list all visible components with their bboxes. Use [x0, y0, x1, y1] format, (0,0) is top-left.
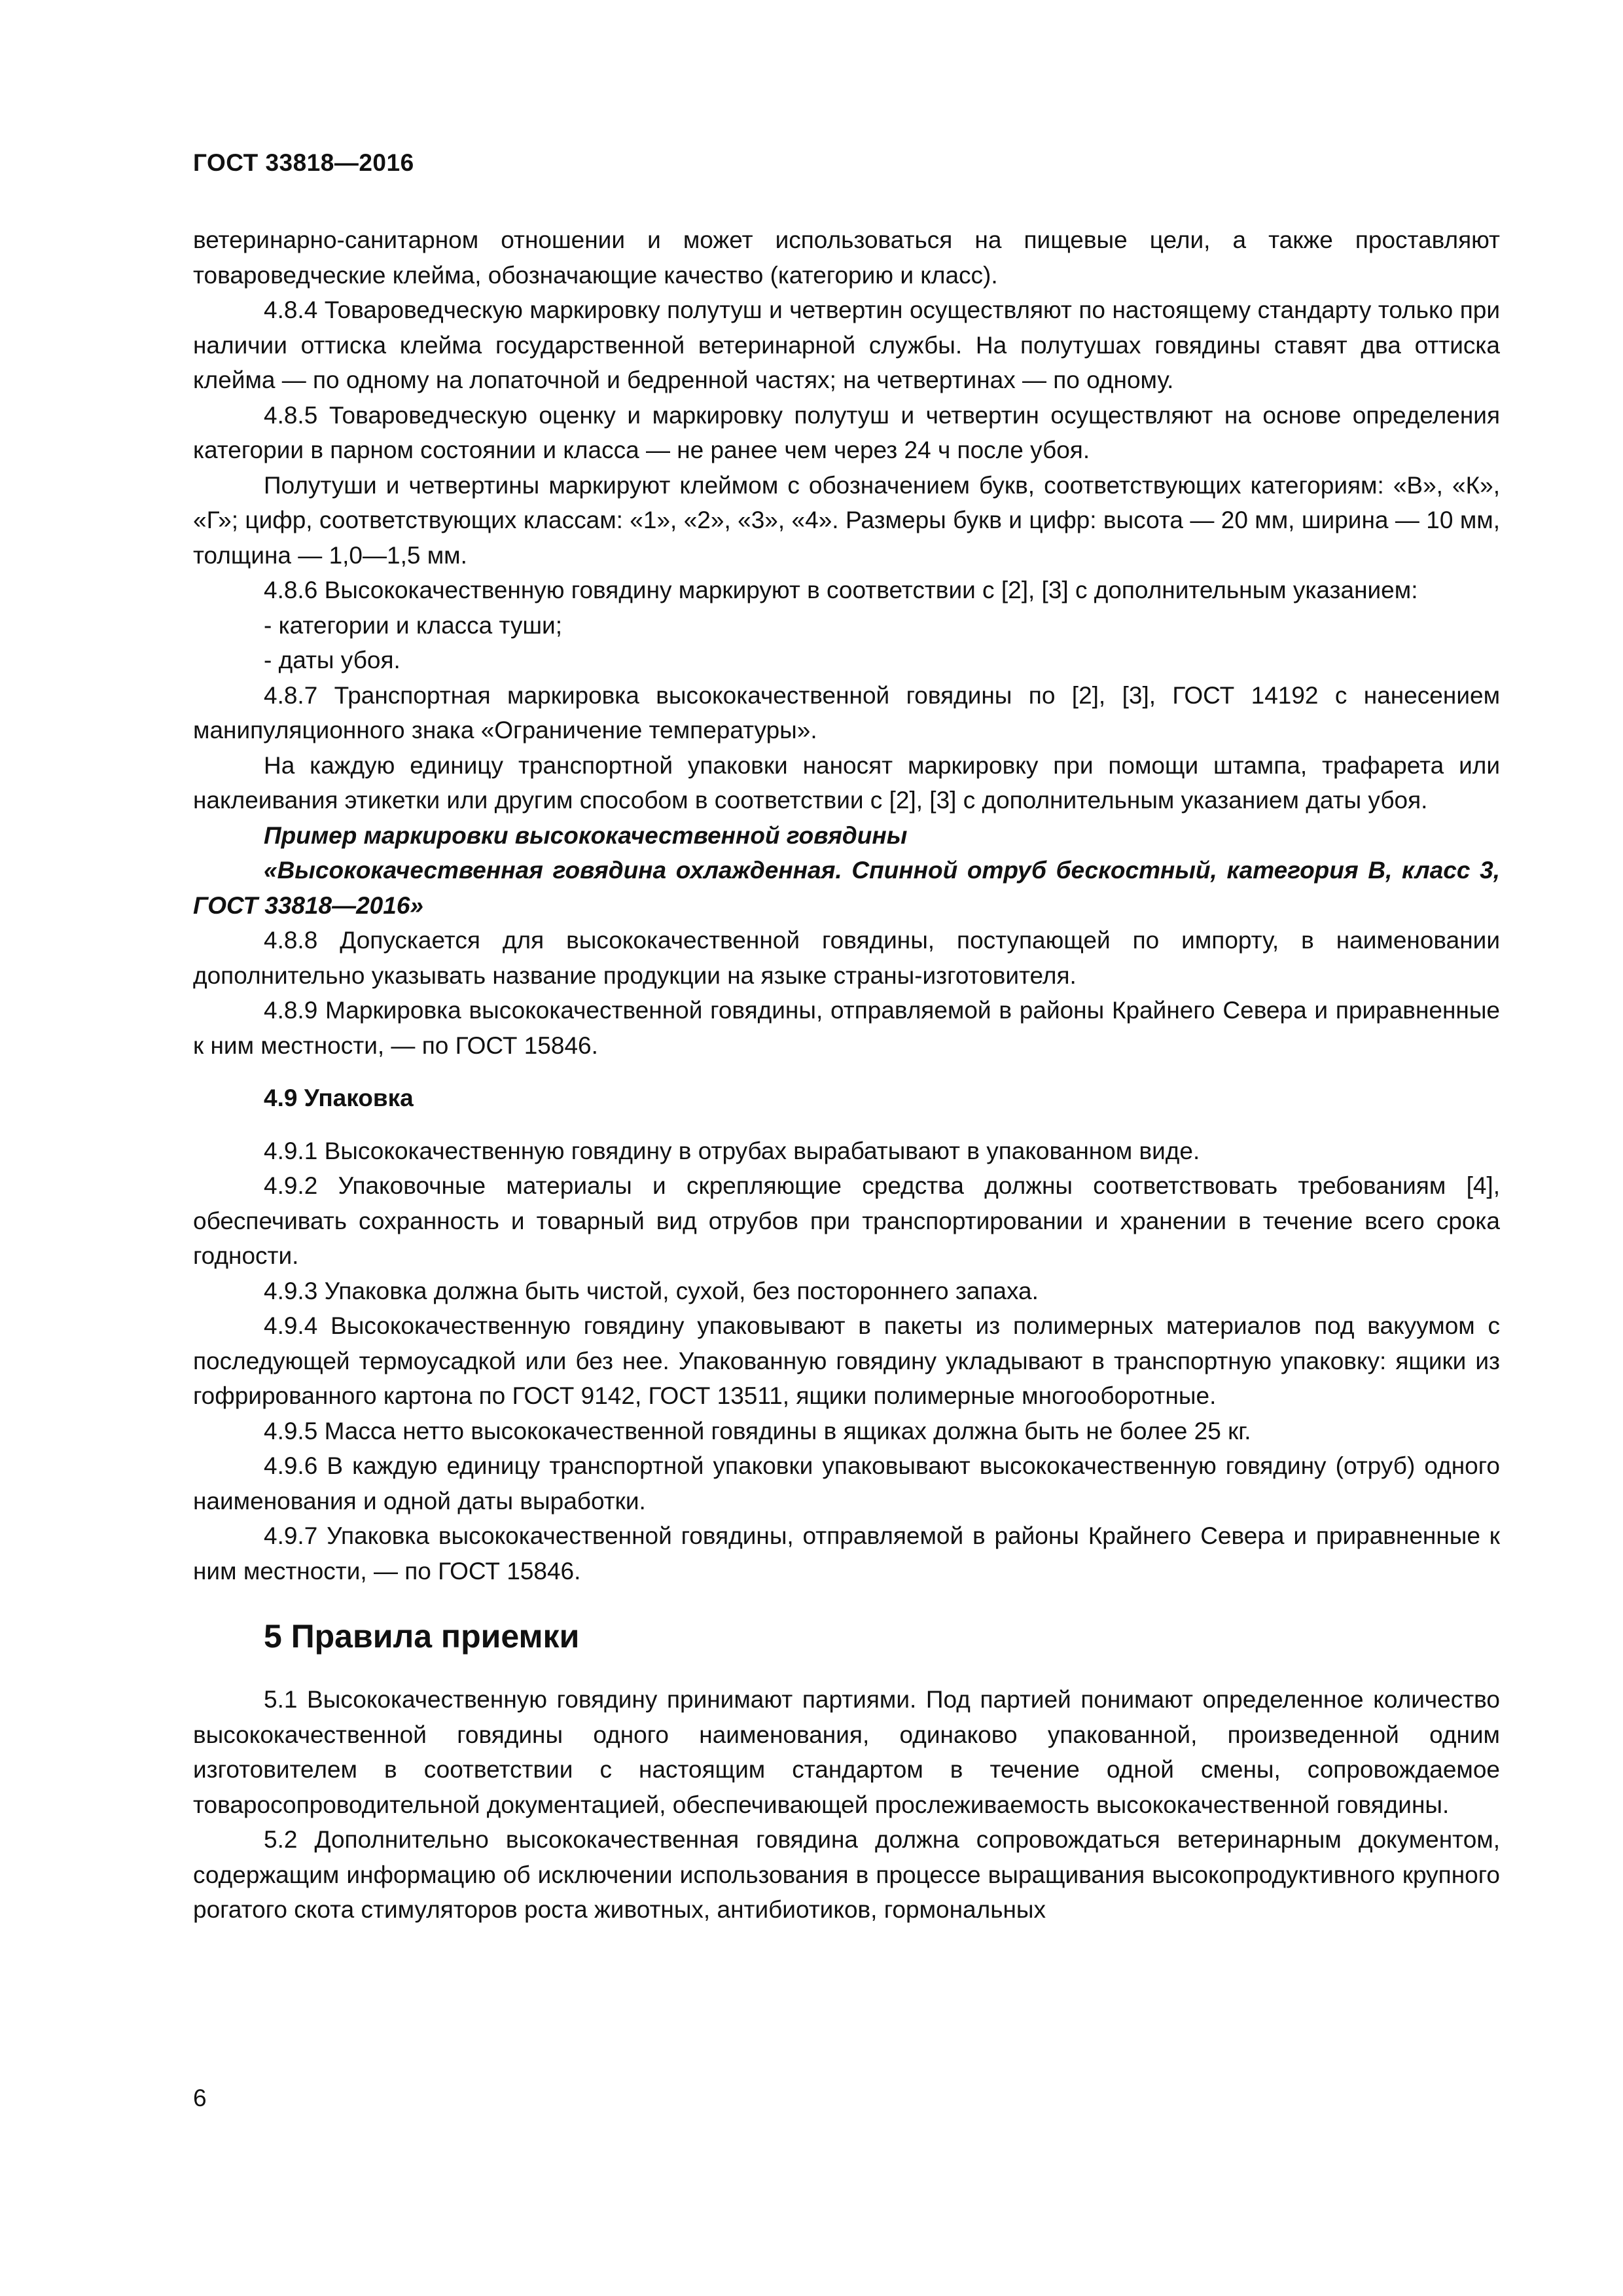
clause-4-9-6: 4.9.6 В каждую единицу транспортной упаковки упаковывают высококачественную говядину (отруб) одного наименования и одной даты выработки. [193, 1452, 1500, 1515]
clause-4-9-1: 4.9.1 Высококачественную говядину в отрубах вырабатывают в упакованном виде. [264, 1137, 1200, 1164]
paragraph-transport-marking: На каждую единицу транспортной упаковки наносят маркировку при помощи штампа, трафарета или наклеивания этикетки или другим способом в соответствии с [2], [3] с дополнительным указанием даты убоя. [193, 751, 1500, 814]
clause-4-9-3: 4.9.3 Упаковка должна быть чистой, сухой, без постороннего запаха. [264, 1277, 1039, 1304]
clause-4-8-8: 4.8.8 Допускается для высококачественной говядины, поступающей по импорту, в наименовании дополнительно указывать название продукции на языке страны-изготовителя. [193, 927, 1500, 989]
clause-5-1: 5.1 Высококачественную говядину принимают партиями. Под партией понимают определенное количество высококачественной говядины одного наименования, одинаково упакованной, произведенной одним изготовителем в соответствии с настоящим стандартом в течение одной смены, сопровождаемое товаросопроводительной документацией, обеспечивающей прослеживаемость высококачественной говядины. [193, 1686, 1500, 1818]
clause-4-8-4: 4.8.4 Товароведческую маркировку полутуш и четвертин осуществляют по настоящему стандарту только при наличии оттиска клейма государственной ветеринарной службы. На полутушах говядины ставят два оттиска клейма — по одному на лопаточной и бедренной частях; на четвертинах — по одному. [193, 296, 1500, 393]
example-title: Пример маркировки высококачественной говядины [264, 821, 908, 849]
document-header: ГОСТ 33818—2016 [193, 149, 414, 176]
list-item-date: - даты убоя. [264, 647, 401, 673]
clause-4-8-6: 4.8.6 Высококачественную говядину маркируют в соответствии с [2], [3] с дополнительным указанием: [264, 577, 1418, 603]
document-body [193, 223, 1500, 1928]
paragraph-continuation: ветеринарно-санитарном отношении и может использоваться на пищевые цели, а также проставляют товароведческие клейма, обозначающие качество (категорию и класс). [193, 226, 1500, 289]
example-text: «Высококачественная говядина охлажденная. Спинной отруб бескостный, категория В, класс 3, ГОСТ 33818—2016» [193, 857, 1500, 919]
clause-4-8-9: 4.8.9 Маркировка высококачественной говядины, отправляемой в районы Крайнего Севера и приравненные к ним местности, — по ГОСТ 15846. [193, 997, 1500, 1059]
section-heading-4-9: 4.9 Упаковка [264, 1085, 414, 1111]
clause-4-9-2: 4.9.2 Упаковочные материалы и скрепляющие средства должны соответствовать требованиям [4], обеспечивать сохранность и товарный вид отрубов при транспортировании и хранении в течение всего срока годности. [193, 1172, 1500, 1269]
paragraph-marking-dimensions: Полутуши и четвертины маркируют клеймом с обозначением букв, соответствующих категориям: «В», «К», «Г»; цифр, соответствующих классам: «1», «2», «3», «4». Размеры букв и цифр: высота — 20 мм, ширина — 10 мм, толщина — 1,0—1,5 мм. [193, 471, 1500, 569]
section-heading-5: 5 Правила приемки [264, 1618, 580, 1655]
clause-4-8-5: 4.8.5 Товароведческую оценку и маркировку полутуш и четвертин осуществляют на основе определения категории в парном состоянии и класса — не ранее чем через 24 ч после убоя. [193, 401, 1500, 463]
page-number: 6 [193, 2085, 207, 2111]
clause-4-9-4: 4.9.4 Высококачественную говядину упаковывают в пакеты из полимерных материалов под вакуумом с последующей термоусадкой или без нее. Упакованную говядину укладывают в транспортную упаковку: ящики из гофрированного картона по ГОСТ 9142, ГОСТ 13511, ящики полимерные многооборотные. [193, 1312, 1500, 1409]
clause-4-8-7: 4.8.7 Транспортная маркировка высококачественной говядины по [2], [3], ГОСТ 14192 с нанесением манипуляционного знака «Ограничение температуры». [193, 681, 1500, 744]
clause-4-9-7: 4.9.7 Упаковка высококачественной говядины, отправляемой в районы Крайнего Севера и приравненные к ним местности, — по ГОСТ 15846. [193, 1522, 1500, 1585]
clause-4-9-5: 4.9.5 Масса нетто высококачественной говядины в ящиках должна быть не более 25 кг. [264, 1417, 1251, 1444]
clause-5-2: 5.2 Дополнительно высококачественная говядина должна сопровождаться ветеринарным документом, содержащим информацию об исключении использования в процессе выращивания высокопродуктивного крупного рогатого скота стимуляторов роста животных, антибиотиков, гормональных [193, 1826, 1500, 1923]
list-item-category: - категории и класса туши; [264, 611, 562, 639]
